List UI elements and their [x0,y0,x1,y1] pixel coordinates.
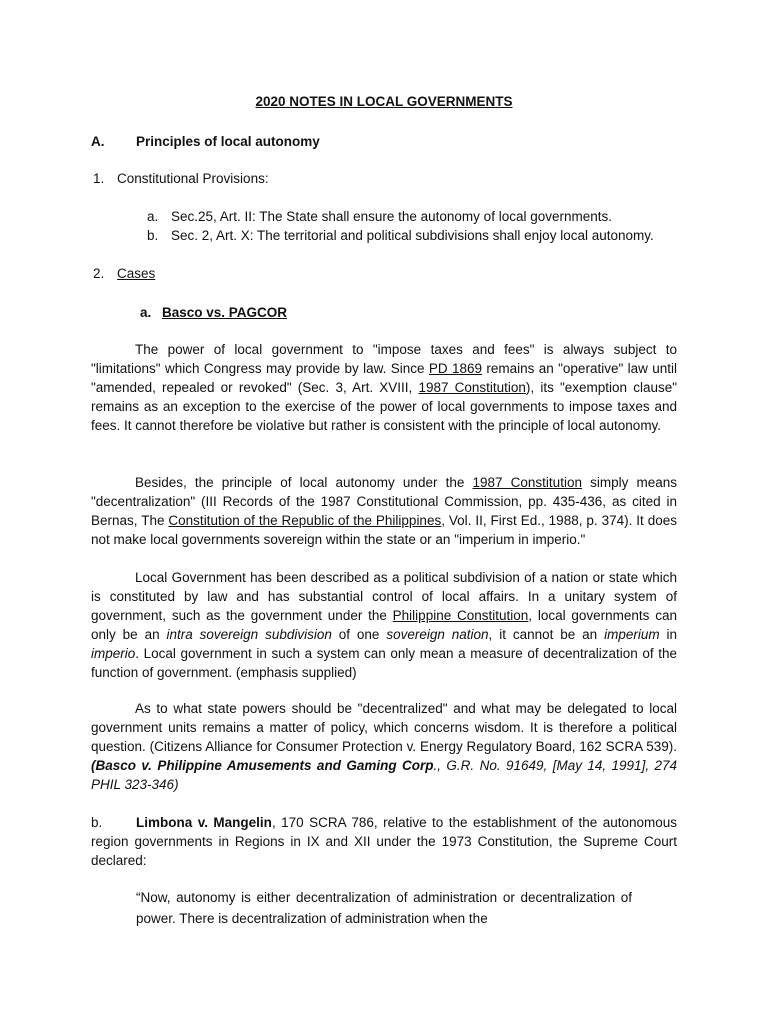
item-2-number: 2. [93,266,105,281]
case-b-title: Limbona v. Mangelin [136,815,272,830]
section-a-letter: A. [91,134,105,149]
philippine-constitution-link[interactable]: Philippine Constitution [392,608,529,623]
constitution-link-2[interactable]: 1987 Constitution [472,475,582,490]
case-citation: (Basco v. Philippine Amusements and Gaming Corp [91,758,434,773]
item-1-label: Constitutional Provisions: [117,171,269,186]
provision-a-letter: a. [147,209,159,224]
item-2-label: Cases [117,266,156,281]
pd-1869-link[interactable]: PD 1869 [428,361,483,376]
paragraph-2: Besides, the principle of local autonomy under the 1987 Constitution simply means "decentralization" (III Records of the 1987 Constitutional Commission, pp. 435-436, as cited in Bernas, The Constitution of the Republic of the Philippines, Vol. II, First Ed., 1988, p. 374). It does not make local governments sovereign within the state or an "imperium in imperio." [91,475,678,547]
provision-b-text: Sec. 2, Art. X: The territorial and political subdivisions shall enjoy local autonomy. [171,228,654,243]
constitution-link[interactable]: 1987 Constitution [418,380,526,395]
paragraph-3: Local Government has been described as a political subdivision of a nation or state which is constituted by law and has substantial control of local affairs. In a unitary system of government, such as the government under the Philippine Constitution, local governments can only be an intra sovereign subdivision of one sovereign nation, it cannot be an imperium in imperio. Local government in such a system can only mean a measure of decentralization of the function of government. (emphasis supplied) [91,570,677,680]
paragraph-4: As to what state powers should be "decentralized" and what may be delegated to local government units remains a matter of policy, which concerns wisdom. It is therefore a political question. (Citizens Alliance for Consumer Protection v. Energy Regulatory Board, 162 SCRA 539). (Basco v. Philippine Amusements and Gaming Corp., G.R. No. 91649, [May 14, 1991], 274 PHIL 323-346) [91,701,677,792]
case-b-paragraph: b. Limbona v. Mangelin, 170 SCRA 786, relative to the establishment of the autonomous region governments in Regions in IX and XII under the 1973 Constitution, the Supreme Court declared: [91,815,677,868]
document-title: 2020 NOTES IN LOCAL GOVERNMENTS [255,94,513,109]
section-a-heading: Principles of local autonomy [136,134,320,149]
item-1-number: 1. [93,171,105,186]
case-a-title: Basco vs. PAGCOR [162,305,288,320]
case-a-letter: a. [140,305,152,320]
provision-b-letter: b. [147,228,159,243]
constitution-philippines-link[interactable]: Constitution of the Republic of the Philippines [168,513,442,528]
paragraph-1: The power of local government to "impose taxes and fees" is always subject to "limitations" which Congress may provide by law. Since PD 1869 remains an "operative" law until "amended, repealed or revoked" (Sec. 3, Art. XVIII, 1987 Constitution), its "exemption clause" remains as an exception to the exercise of the power of local governments to impose taxes and fees. It cannot therefore be violative but rather is consistent with the principle of local autonomy. [91,342,678,433]
quote-paragraph: “Now, autonomy is either decentralization of administration or decentralization of power. There is decentralization of administration when the [136,890,632,926]
provision-a-text: Sec.25, Art. II: The State shall ensure the autonomy of local governments. [171,209,612,224]
